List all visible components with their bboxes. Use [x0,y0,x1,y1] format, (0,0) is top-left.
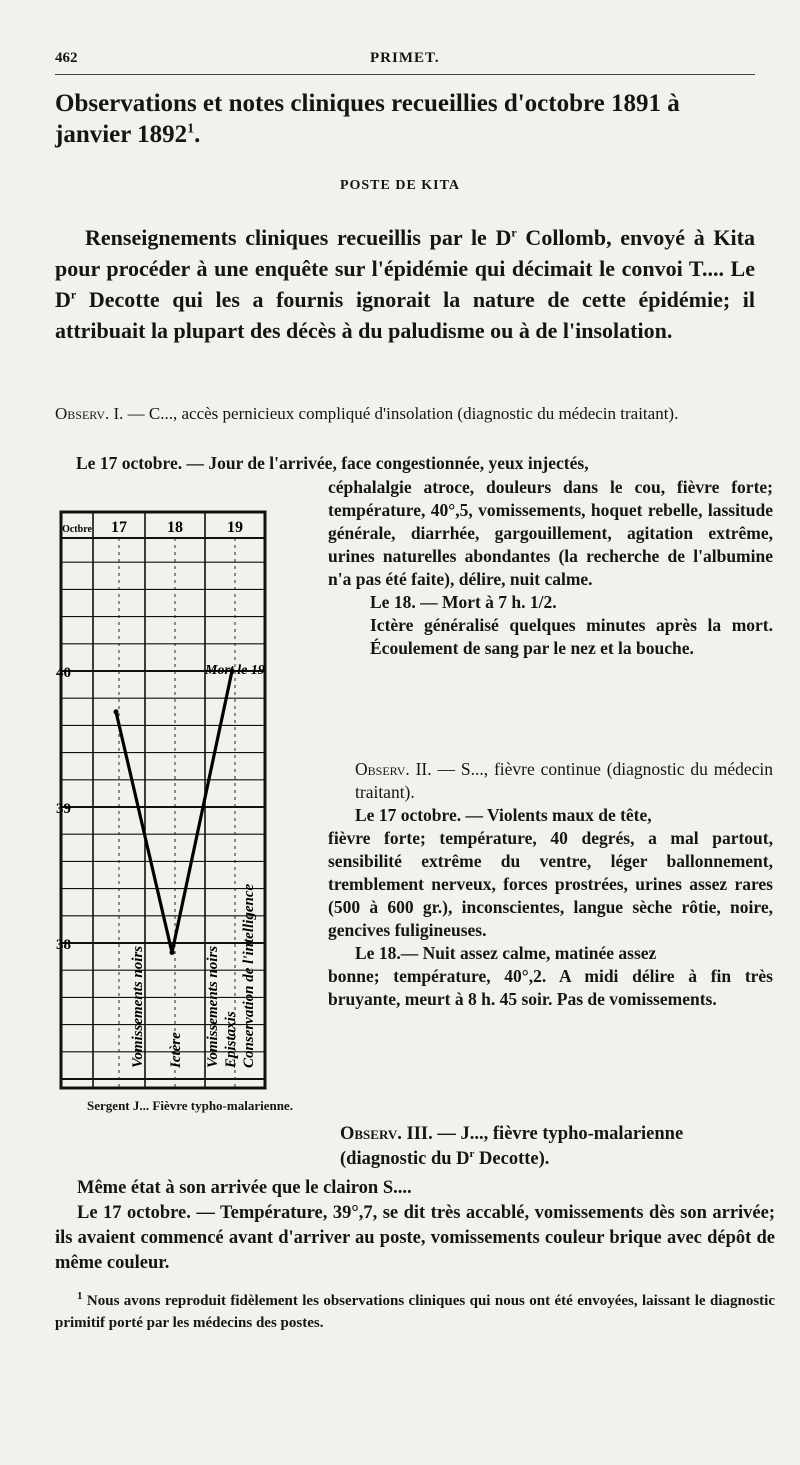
obs1-head-text: — C..., accès pernicieux compliqué d'insolation (diagnostic du médecin traitant). [123,404,679,423]
chart-y-tick-label: 39 [56,801,71,817]
obs3-line: Même état à son arrivée que le clairon S.... [77,1178,412,1198]
obs3-head-a: — J..., fièvre typho-malarienne [432,1124,684,1144]
title-text: Observations et notes cliniques recueillies d'octobre 1891 à janvier 1892 [55,90,680,148]
chart-annotation-vomissements-noirs-19: Vomissements noirs [205,945,221,1068]
obs2-label: Observ. II. [355,759,432,779]
obs2-heading [328,758,773,804]
temperature-chart-svg [55,508,270,1091]
footnote [55,1290,775,1334]
obs2-head-text: — S..., fièvre continue (diagnostic du médecin traitant). [355,759,773,802]
obs2-day18-cont: bonne; température, 40°,2. A midi délire à fin très bruyante, meurt à 8 h. 45 soir. Pas de vomissements. [328,966,773,1009]
chart-day-label: 18 [167,519,183,536]
intro-sup-2: r [70,287,77,302]
chart-caption: Sergent J... Fièvre typho-malarienne. [87,1098,293,1113]
intro-paragraph [55,222,755,346]
obs3-day17: Le 17 octobre. — Température, 39°,7, se dit très accablé, vomissements dès son arrivée; ils avaient commencé avant d'arriver au poste, vomissements couleur brique avec dépôt de même couleur. [55,1203,775,1273]
obs1-day17-line: Le 17 octobre. — Jour de l'arrivée, face congestionnée, yeux injectés, [76,453,589,473]
obs1-day17-cont: céphalalgie atroce, douleurs dans le cou, fièvre forte; température, 40°,5, vomissements, hoquet rebelle, lassitude générale, diarrhée, gargouillement, agitation extrême, urines naturelles abondantes (la recherche de l'albumine n'a pas été faite), délire, nuit calme. [328,477,773,589]
obs1-day18-cont: Ictère généralisé quelques minutes après la mort. Écoulement de sang par le nez et la bouche. [370,615,773,658]
chart-death-annotation: Mort le 19 [205,663,265,678]
chart-temperature-point [114,709,119,714]
chart-header-label: Octbre [62,524,92,535]
obs2-day17-cont: fièvre forte; température, 40 degrés, a mal partout, sensibilité extrême du ventre, léger ballonnement, tremblement nerveux, forces prostrées, urines assez rares (500 à 600 gr.), inconscientes, langue sèche rôtie, noire, gencives fuligineuses. [328,828,773,940]
obs2-day17: Le 17 octobre. — Violents maux de tête, [355,805,652,825]
intro-text-3: Decotte qui les a fournis ignorait la nature de cette épidémie; il attribuait la plupart des décès à du paludisme ou à de l'insolation. [55,287,755,343]
article-title: Observations et notes cliniques recueillies d'octobre 1891 à janvier 1892$^1$. [55,90,680,148]
chart-temperature-point [170,950,175,955]
obs1-label: Observ. I. [55,404,124,423]
chart-day-label: 19 [227,519,243,536]
chart-temperature-line [116,671,232,953]
chart-annotation-vomissements-noirs-17: Vomissements noirs [130,945,146,1068]
obs2-body [328,758,773,1011]
obs3-head-sup: r [469,1147,475,1160]
obs1-day18-cont-wrap [328,614,773,660]
obs3-head-c: Decotte). [474,1149,550,1169]
page-number: 462 [55,50,78,66]
chart-y-tick-label: 40 [56,665,71,681]
title-note-mark: 1 [187,121,195,137]
chart-annotation-conservation: Conservation de l'intelligence [241,883,257,1068]
footnote-mark: 1 [77,1290,83,1302]
footnote-text: Nous avons reproduit fidèlement les observations cliniques qui nous ont été envoyées, laissant le diagnostic primitif porté par les médecins des postes. [55,1293,775,1331]
temperature-chart [55,508,270,1091]
chart-annotation-epistaxis: Epistaxis [223,1011,239,1068]
obs2-day18: Le 18.— Nuit assez calme, matinée assez [355,943,657,963]
section-heading: POSTE DE KITA [339,178,461,193]
chart-y-tick-label: 38 [56,937,71,953]
obs3-head-b: (diagnostic du D [340,1149,470,1169]
obs1-day18: Le 18. — Mort à 7 h. 1/2. [370,592,557,612]
obs3-heading [340,1122,780,1172]
chart-frame [61,512,265,1088]
obs1-body [328,476,773,660]
obs3-label: Observ. III. [340,1124,433,1144]
intro-sup-1: r [511,225,517,240]
running-title: PRIMET. [370,50,440,66]
intro-text-2: Collomb, envoyé à Kita pour procéder à une enquête sur l'épidémie qui décimait le convoi T.... Le D [55,225,755,312]
obs1-heading [55,402,765,425]
running-head [55,50,765,74]
chart-day-label: 17 [111,519,127,536]
obs3-body [55,1176,775,1276]
chart-annotation-ictere: Ictère [168,1032,184,1068]
header-rule [55,74,755,75]
intro-text-1: Renseignements cliniques recueillis par le D [85,225,512,250]
